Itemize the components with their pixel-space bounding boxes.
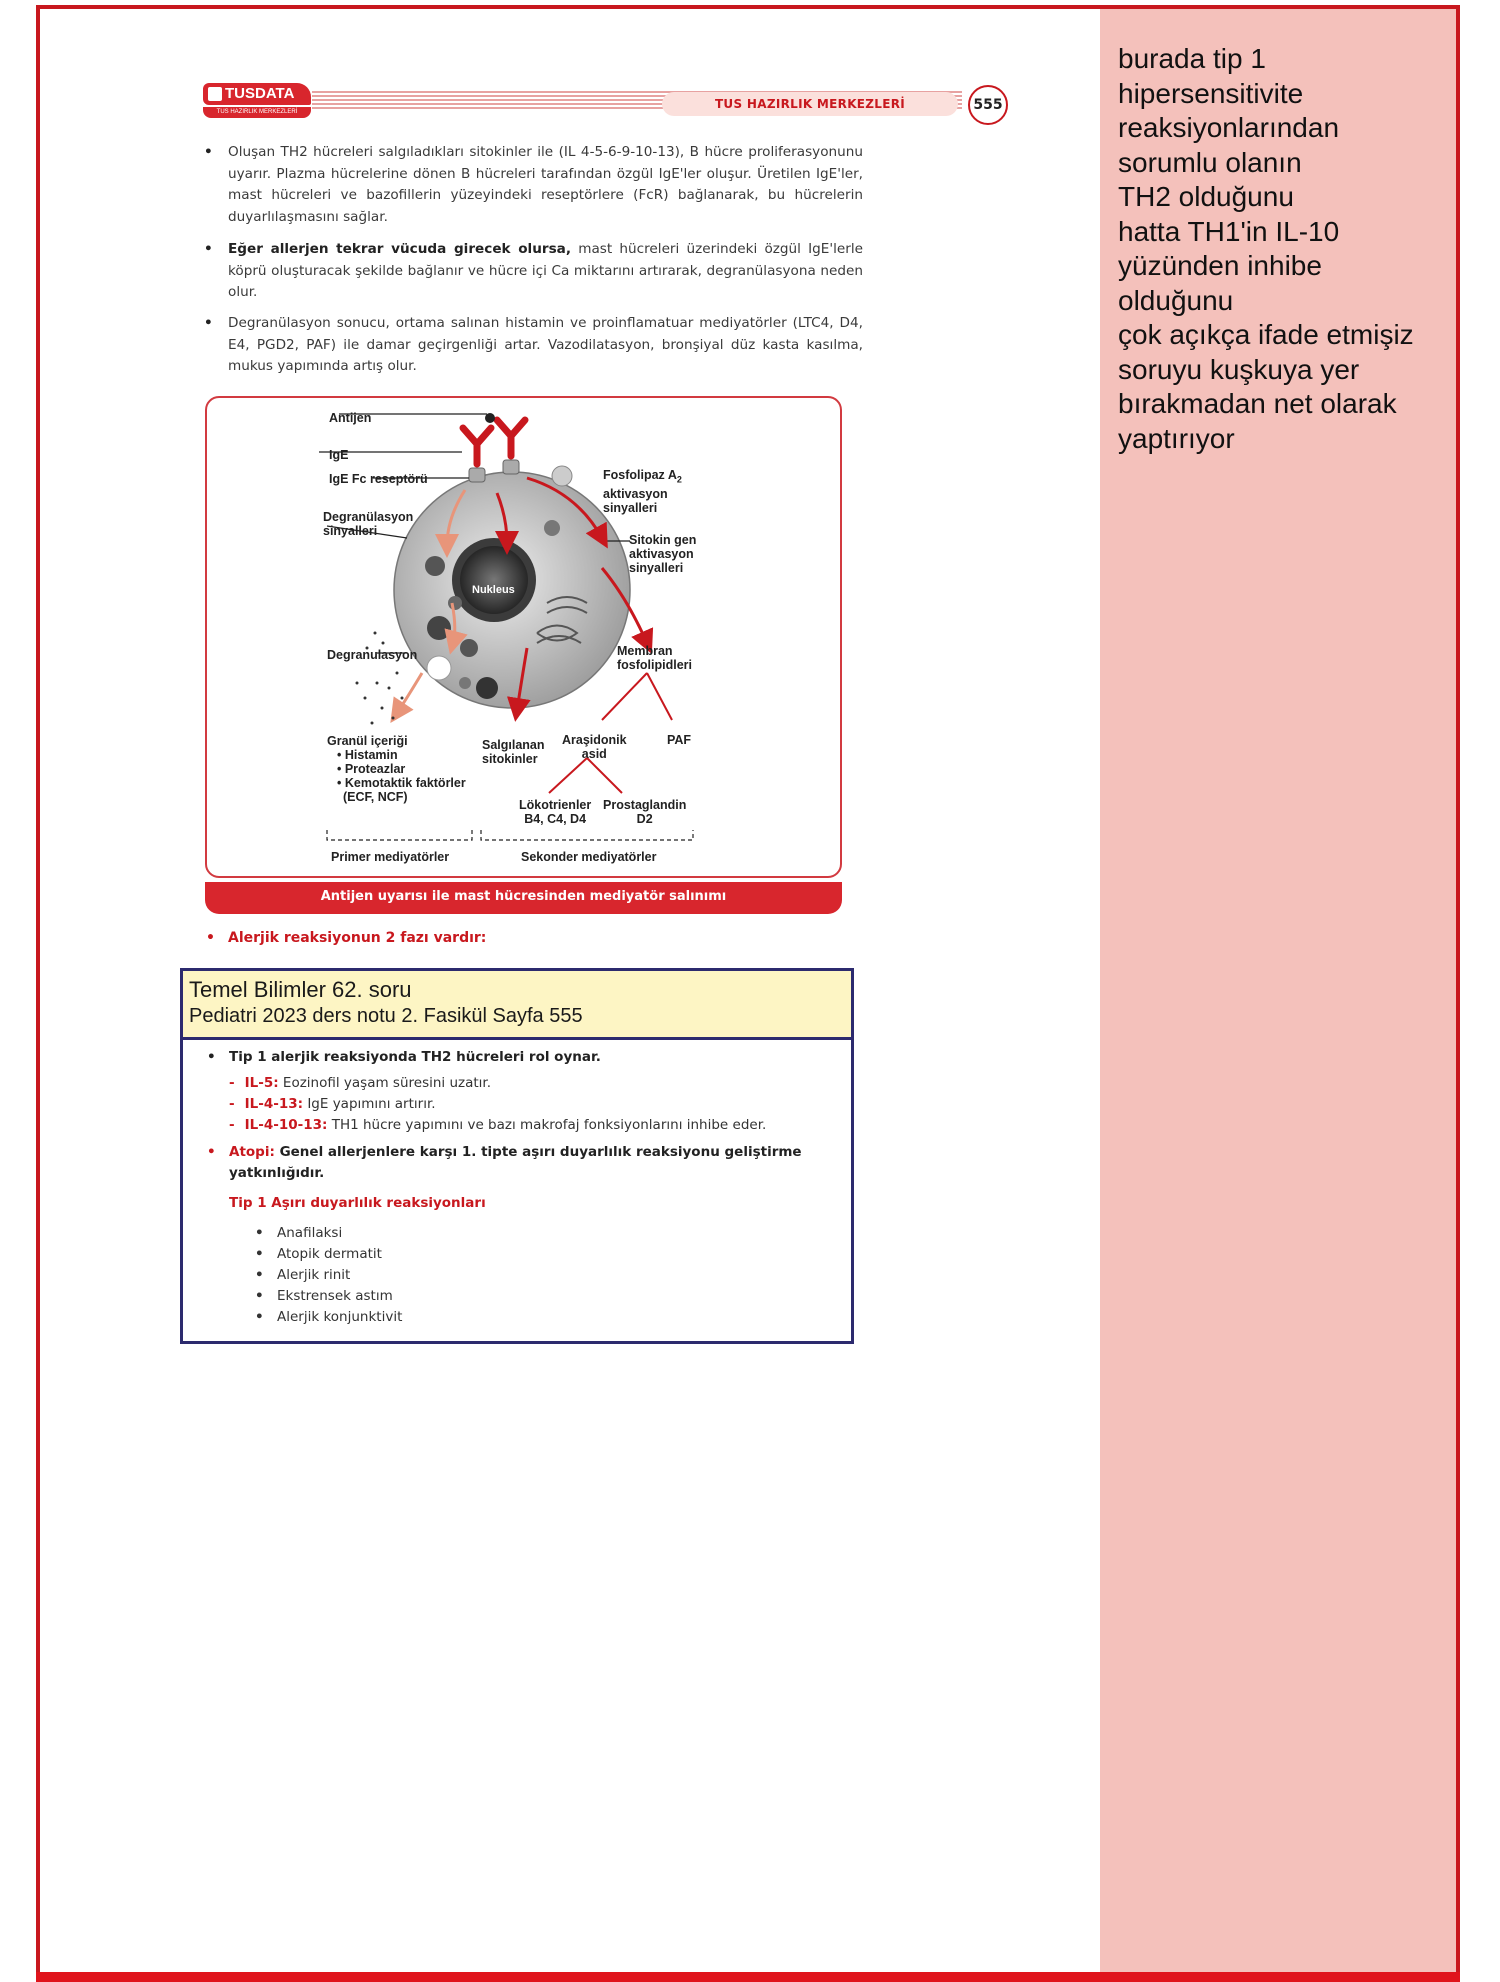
alerjik-heading: • Alerjik reaksiyonun 2 fazı vardır: [206, 930, 487, 946]
label-prostaglandin: Prostaglandin D2 [603, 798, 687, 826]
tusdata-logo [203, 83, 311, 119]
logo-subtext: TUS HAZIRLIK MERKEZLERİ [203, 107, 311, 118]
note-line: hatta TH1'in IL-10 [1118, 215, 1340, 247]
bullet-text: mast hücreleri üzerindeki özgül IgE'lerle köprü oluşturacak şekilde bağlanır ve hücre içi Ca miktarını artırarak, degranülasyona neden olur. [228, 241, 863, 300]
bullet-paragraph [228, 142, 863, 228]
tip1-item: • Anafilaksi [255, 1225, 343, 1241]
overlay-subtitle: Pediatri 2023 ders notu 2. Fasikül Sayfa 555 [189, 1005, 583, 1027]
note-line: çok açıkça ifade etmişiz [1118, 319, 1414, 350]
atopi-line: • Atopi: Genel allerjenlere karşı 1. tipte aşırı duyarlılık reaksiyonu geliştirme [207, 1144, 802, 1160]
label-sekonder: Sekonder mediyatörler [521, 850, 657, 864]
logo-mark-icon [208, 87, 222, 101]
overlay-header [183, 971, 851, 1040]
tip1-heading: Tip 1 Aşırı duyarlılık reaksiyonları [229, 1195, 486, 1211]
label-sitokin: Sitokin gen aktivasyon sinyalleri [629, 533, 697, 575]
label-degr-signal: Degranülasyon sinyalleri [323, 510, 414, 538]
note-line: burada tip 1 [1118, 43, 1266, 74]
il-item: - IL-5: Eozinofil yaşam süresini uzatır. [229, 1075, 492, 1091]
label-ige: IgE [329, 448, 349, 462]
label-primer: Primer mediyatörler [331, 850, 450, 864]
page-frame-bottom [36, 1972, 1460, 1982]
atopi-line-2: yatkınlığıdır. [229, 1165, 325, 1181]
note-line: yaptırıyor [1118, 422, 1235, 454]
label-fosfolipaz: Fosfolipaz $A_2$ aktivasyon sinyalleri [603, 468, 682, 515]
label-ige-fc: IgE Fc reseptörü [329, 472, 428, 486]
label-antijen: Antijen [329, 411, 372, 425]
note-line: reaksiyonlarından [1118, 112, 1340, 143]
note-line: soruyu kuşkuya yer [1118, 353, 1360, 385]
bullet-paragraph [228, 239, 863, 304]
label-membran: Membran fosfolipidleri [617, 644, 692, 672]
note-line: olduğunu [1118, 284, 1234, 316]
figure-box [205, 396, 842, 878]
il-item: - IL-4-10-13: TH1 hücre yapımını ve bazı makrofaj fonksiyonlarını inhibe eder. [229, 1117, 767, 1133]
label-degranulasyon: Degranulasyon [327, 648, 418, 662]
note-line: hipersensitivite [1118, 77, 1304, 109]
source-overlay [180, 968, 854, 1344]
nucleus-inner [460, 546, 528, 614]
overlay-title: Temel Bilimler 62. soru [189, 977, 412, 1002]
note-line: bırakmadan net olarak [1118, 388, 1397, 419]
bullet-paragraph [228, 313, 863, 378]
header-title: TUS HAZIRLIK MERKEZLERİ [662, 92, 958, 116]
label-granul: Granül içeriği • Histamin • Proteazlar • Kemotaktik faktörler (ECF, NCF) [327, 734, 466, 804]
label-nucleus: Nukleus [472, 584, 515, 596]
bullet-text: Degranülasyon sonucu, ortama salınan histamin ve proinflamatuar mediyatörler (LTC4, D4, E4, PGD2, PAF) ile damar geçirgenliği artar. Vazodilatasyon, bronşiyal düz kasta kasılma, mukus yapımında artış olur. [228, 315, 863, 374]
tip1-item: • Atopik dermatit [255, 1246, 382, 1262]
label-paf: PAF [667, 733, 692, 747]
label-lokotrienler: Lökotrienler B4, C4, D4 [519, 798, 592, 826]
note-line: yüzünden inhibe [1118, 250, 1322, 281]
annotation-note [1118, 42, 1448, 456]
tip1-item: • Alerjik rinit [255, 1267, 351, 1283]
label-salgilanan: Salgılanan sitokinler [482, 738, 545, 766]
label-arasidonik: Araşidonik asid [562, 733, 627, 761]
logo-text: TUSDATA [225, 85, 295, 102]
note-line: sorumlu olanın [1118, 146, 1302, 178]
tip1-item: • Alerjik konjunktivit [255, 1309, 403, 1325]
tip1-item: • Ekstrensek astım [255, 1288, 393, 1304]
figure-caption: Antijen uyarısı ile mast hücresinden mediyatör salınımı [205, 882, 842, 914]
page-number: 555 [968, 85, 1008, 125]
th2-line: • Tip 1 alerjik reaksiyonda TH2 hücreleri rol oynar. [207, 1049, 601, 1065]
bullet-lead: Eğer allerjen tekrar vücuda girecek olursa, [228, 241, 572, 257]
bullet-text: Oluşan TH2 hücreleri salgıladıkları sitokinler ile (IL 4-5-6-9-10-13), B hücre proliferasyonunu uyarır. Plazma hücrelerine dönen B hücreleri tarafından özgül IgE'ler oluşur. Üretilen IgE'ler, mast hücreleri ve bazofillerin yüzeyindeki reseptörlere (FcR) bağlanarak, bu hücrelerin duyarlılaşmasını sağlar. [228, 144, 863, 225]
il-item: - IL-4-13: IgE yapımını artırır. [229, 1096, 436, 1112]
note-line: TH2 olduğunu [1118, 181, 1294, 212]
